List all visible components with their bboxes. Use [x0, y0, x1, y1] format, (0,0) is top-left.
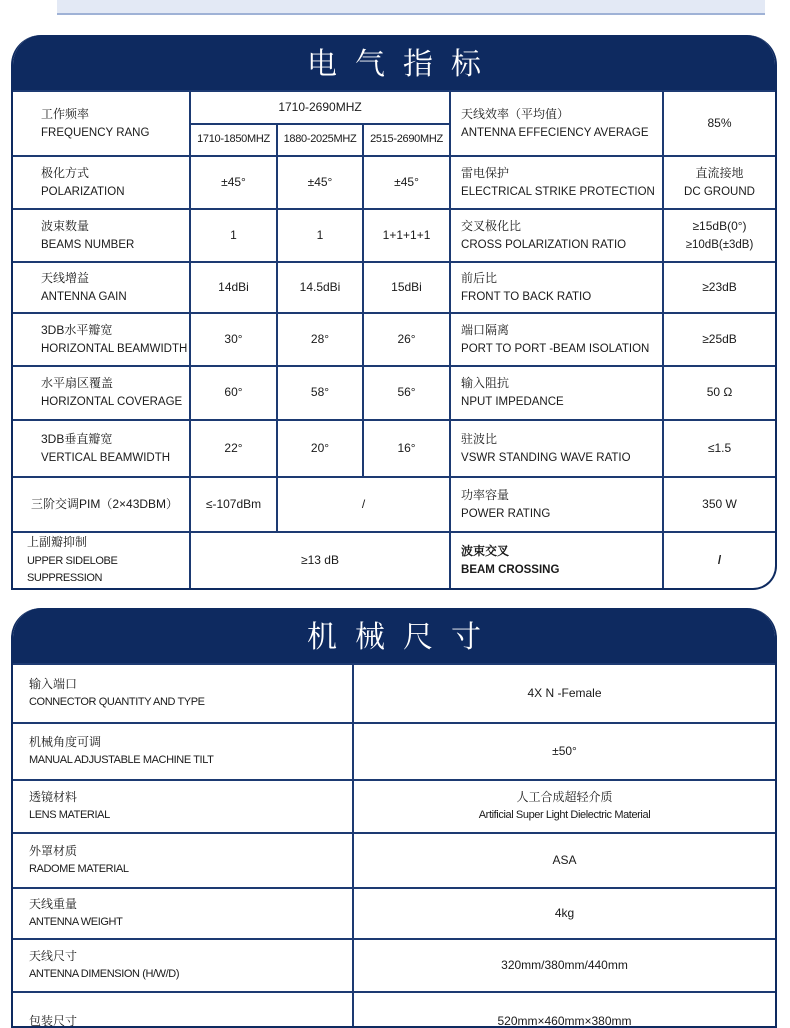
spec-value — [353, 723, 775, 780]
spec-label — [13, 156, 190, 209]
cell-text: 波束交叉 — [461, 543, 510, 558]
spec-row — [13, 156, 775, 209]
freq-sub-band: 2515-2690MHZ — [363, 124, 450, 156]
cell-text: ≤1.5 — [707, 440, 732, 455]
cell-text: ANTENNA WEIGHT — [29, 916, 123, 929]
spec-value — [353, 888, 775, 939]
spec-value: 1 — [190, 209, 277, 262]
cell-text: CONNECTOR QUANTITY AND TYPE — [29, 696, 205, 709]
cell-text: 交叉极化比 — [461, 218, 522, 233]
cell-text: 机械角度可调 — [29, 735, 102, 750]
spec-row — [13, 780, 775, 833]
cell-text: 波束数量 — [41, 218, 90, 233]
cell-text: 人工合成超轻介质 — [516, 790, 613, 805]
power-label — [450, 477, 663, 532]
cell-text: 输入阻抗 — [461, 376, 510, 391]
spec-value: 58° — [277, 366, 363, 420]
cell-text: 上副瓣抑制 — [27, 535, 88, 550]
spec-value: 15dBi — [363, 262, 450, 313]
spec-label-right — [450, 156, 663, 209]
cell-text: 天线效率（平均值） — [461, 106, 570, 121]
efficiency-value: 85% — [663, 91, 775, 156]
mechanical-table — [13, 663, 775, 1028]
spec-label — [13, 888, 353, 939]
cell-text: ANTENNA GAIN — [41, 290, 127, 303]
cell-text: ANTENNA EFFECIENCY AVERAGE — [461, 126, 649, 139]
spec-value — [353, 664, 775, 723]
spec-value: ±45° — [363, 156, 450, 209]
spec-label — [13, 833, 353, 888]
spec-row — [13, 477, 775, 532]
spec-value: 22° — [190, 420, 277, 477]
freq-label — [13, 91, 190, 156]
cell-text: BEAMS NUMBER — [41, 238, 135, 251]
spec-value-right — [663, 156, 775, 209]
spec-value: 14.5dBi — [277, 262, 363, 313]
spec-label — [13, 313, 190, 366]
cell-text: 50 Ω — [706, 385, 733, 400]
freq-sub-band: 1710-1850MHZ — [190, 124, 277, 156]
beam-crossing-label — [450, 532, 663, 589]
cell-text: 直流接地 — [695, 165, 744, 180]
cell-text: 端口隔离 — [461, 322, 510, 337]
pim-label: 三阶交调PIM（2×43DBM） — [13, 477, 190, 532]
spec-value: 26° — [363, 313, 450, 366]
cell-text: LENS MATERIAL — [29, 809, 110, 822]
cell-text: POWER RATING — [461, 507, 551, 520]
spec-label — [13, 420, 190, 477]
spec-row — [13, 532, 775, 589]
spec-row — [13, 723, 775, 780]
spec-label-right — [450, 420, 663, 477]
cell-text: ANTENNA DIMENSION (H/W/D) — [29, 968, 180, 981]
cell-text: 极化方式 — [41, 165, 90, 180]
spec-row — [13, 992, 775, 1028]
spec-value-right — [663, 262, 775, 313]
cell-text: 包装尺寸 — [29, 1014, 78, 1028]
spec-value: 20° — [277, 420, 363, 477]
cell-text: ≥15dB(0°) — [692, 218, 747, 233]
cell-text: 3DB垂直瓣宽 — [41, 431, 113, 446]
spec-value — [353, 939, 775, 992]
spec-label — [13, 366, 190, 420]
pim-value-other: / — [277, 477, 450, 532]
cell-text: FREQUENCY RANG — [41, 126, 150, 139]
sidelobe-value: ≥13 dB — [190, 532, 450, 589]
cell-text: NPUT IMPEDANCE — [461, 396, 564, 409]
spec-value-right — [663, 313, 775, 366]
cell-text: HORIZONTAL BEAMWIDTH — [41, 342, 188, 355]
spec-label — [13, 209, 190, 262]
spec-value: ±45° — [277, 156, 363, 209]
spec-value — [353, 833, 775, 888]
cell-text: UPPER SIDELOBE SUPPRESSION — [27, 554, 118, 585]
freq-band: 1710-2690MHZ — [190, 91, 450, 124]
spec-label — [13, 939, 353, 992]
cell-text: ≥23dB — [702, 279, 737, 294]
cell-text: 天线增益 — [41, 270, 90, 285]
spec-value: 60° — [190, 366, 277, 420]
cell-text: BEAM CROSSING — [461, 563, 560, 576]
spec-value: 28° — [277, 313, 363, 366]
cell-text: 功率容量 — [461, 487, 510, 502]
spec-label — [13, 664, 353, 723]
sidelobe-label — [13, 532, 190, 589]
cell-text: 天线重量 — [29, 897, 78, 912]
cell-text: FRONT TO BACK RATIO — [461, 290, 592, 303]
electrical-table — [13, 90, 775, 590]
cell-text: POLARIZATION — [41, 185, 125, 198]
cell-text: VSWR STANDING WAVE RATIO — [461, 451, 631, 464]
spec-value: 56° — [363, 366, 450, 420]
mechanical-title: 机械尺寸 — [13, 608, 775, 663]
spec-value: ±45° — [190, 156, 277, 209]
cell-text: 4kg — [554, 905, 575, 920]
cell-text: Artificial Super Light Dielectric Material — [478, 809, 651, 822]
spec-value-right — [663, 420, 775, 477]
cell-text: 工作频率 — [41, 106, 90, 121]
cell-text: ≥25dB — [702, 331, 737, 346]
spec-label-right — [450, 262, 663, 313]
cell-text: ELECTRICAL STRIKE PROTECTION — [461, 185, 655, 198]
cell-text: 前后比 — [461, 270, 498, 285]
cell-text: 水平扇区覆盖 — [41, 376, 114, 391]
cell-text: 外罩材质 — [29, 844, 78, 859]
mechanical-specs-section — [11, 608, 777, 1028]
cell-text: ASA — [552, 852, 577, 867]
power-value: 350 W — [663, 477, 775, 532]
cell-text: RADOME MATERIAL — [29, 863, 129, 876]
cell-text: 雷电保护 — [461, 165, 510, 180]
cell-text: ≥10dB(±3dB) — [685, 238, 754, 251]
spec-row — [13, 262, 775, 313]
spec-label — [13, 262, 190, 313]
spec-row — [13, 833, 775, 888]
cell-text: HORIZONTAL COVERAGE — [41, 396, 183, 409]
previous-section-strip — [57, 0, 765, 15]
spec-value: 1+1+1+1 — [363, 209, 450, 262]
spec-label — [13, 992, 353, 1028]
spec-row — [13, 939, 775, 992]
spec-value: 16° — [363, 420, 450, 477]
spec-value — [353, 992, 775, 1028]
cell-text: 3DB水平瓣宽 — [41, 322, 113, 337]
cell-text: 320mm/380mm/440mm — [501, 957, 628, 972]
spec-value: 14dBi — [190, 262, 277, 313]
cell-text: 天线尺寸 — [29, 949, 78, 964]
spec-value: 1 — [277, 209, 363, 262]
spec-value: 30° — [190, 313, 277, 366]
spec-label — [13, 723, 353, 780]
spec-label-right — [450, 209, 663, 262]
freq-sub-band: 1880-2025MHZ — [277, 124, 363, 156]
spec-row — [13, 366, 775, 420]
beam-crossing-value: / — [663, 532, 775, 589]
cell-text: 驻波比 — [461, 431, 498, 446]
spec-row — [13, 209, 775, 262]
spec-row — [13, 664, 775, 723]
spec-label — [13, 780, 353, 833]
spec-label-right — [450, 366, 663, 420]
cell-text: 输入端口 — [29, 677, 78, 692]
cell-text: 4X N -Female — [527, 685, 602, 700]
spec-value — [353, 780, 775, 833]
cell-text: VERTICAL BEAMWIDTH — [41, 451, 171, 464]
efficiency-label — [450, 91, 663, 156]
spec-value-right — [663, 209, 775, 262]
spec-row — [13, 888, 775, 939]
cell-text: CROSS POLARIZATION RATIO — [461, 238, 627, 251]
spec-row — [13, 420, 775, 477]
electrical-specs-section — [11, 35, 777, 590]
cell-text: PORT TO PORT -BEAM ISOLATION — [461, 342, 650, 355]
cell-text: ±50° — [552, 743, 577, 758]
spec-row — [13, 313, 775, 366]
pim-value: ≤-107dBm — [190, 477, 277, 532]
cell-text: DC GROUND — [684, 185, 755, 198]
cell-text: 520mm×460mm×380mm — [497, 1014, 632, 1028]
spec-label-right — [450, 313, 663, 366]
cell-text: MANUAL ADJUSTABLE MACHINE TILT — [29, 754, 214, 767]
cell-text: 透镜材料 — [29, 790, 78, 805]
electrical-title: 电气指标 — [13, 35, 775, 90]
spec-value-right — [663, 366, 775, 420]
